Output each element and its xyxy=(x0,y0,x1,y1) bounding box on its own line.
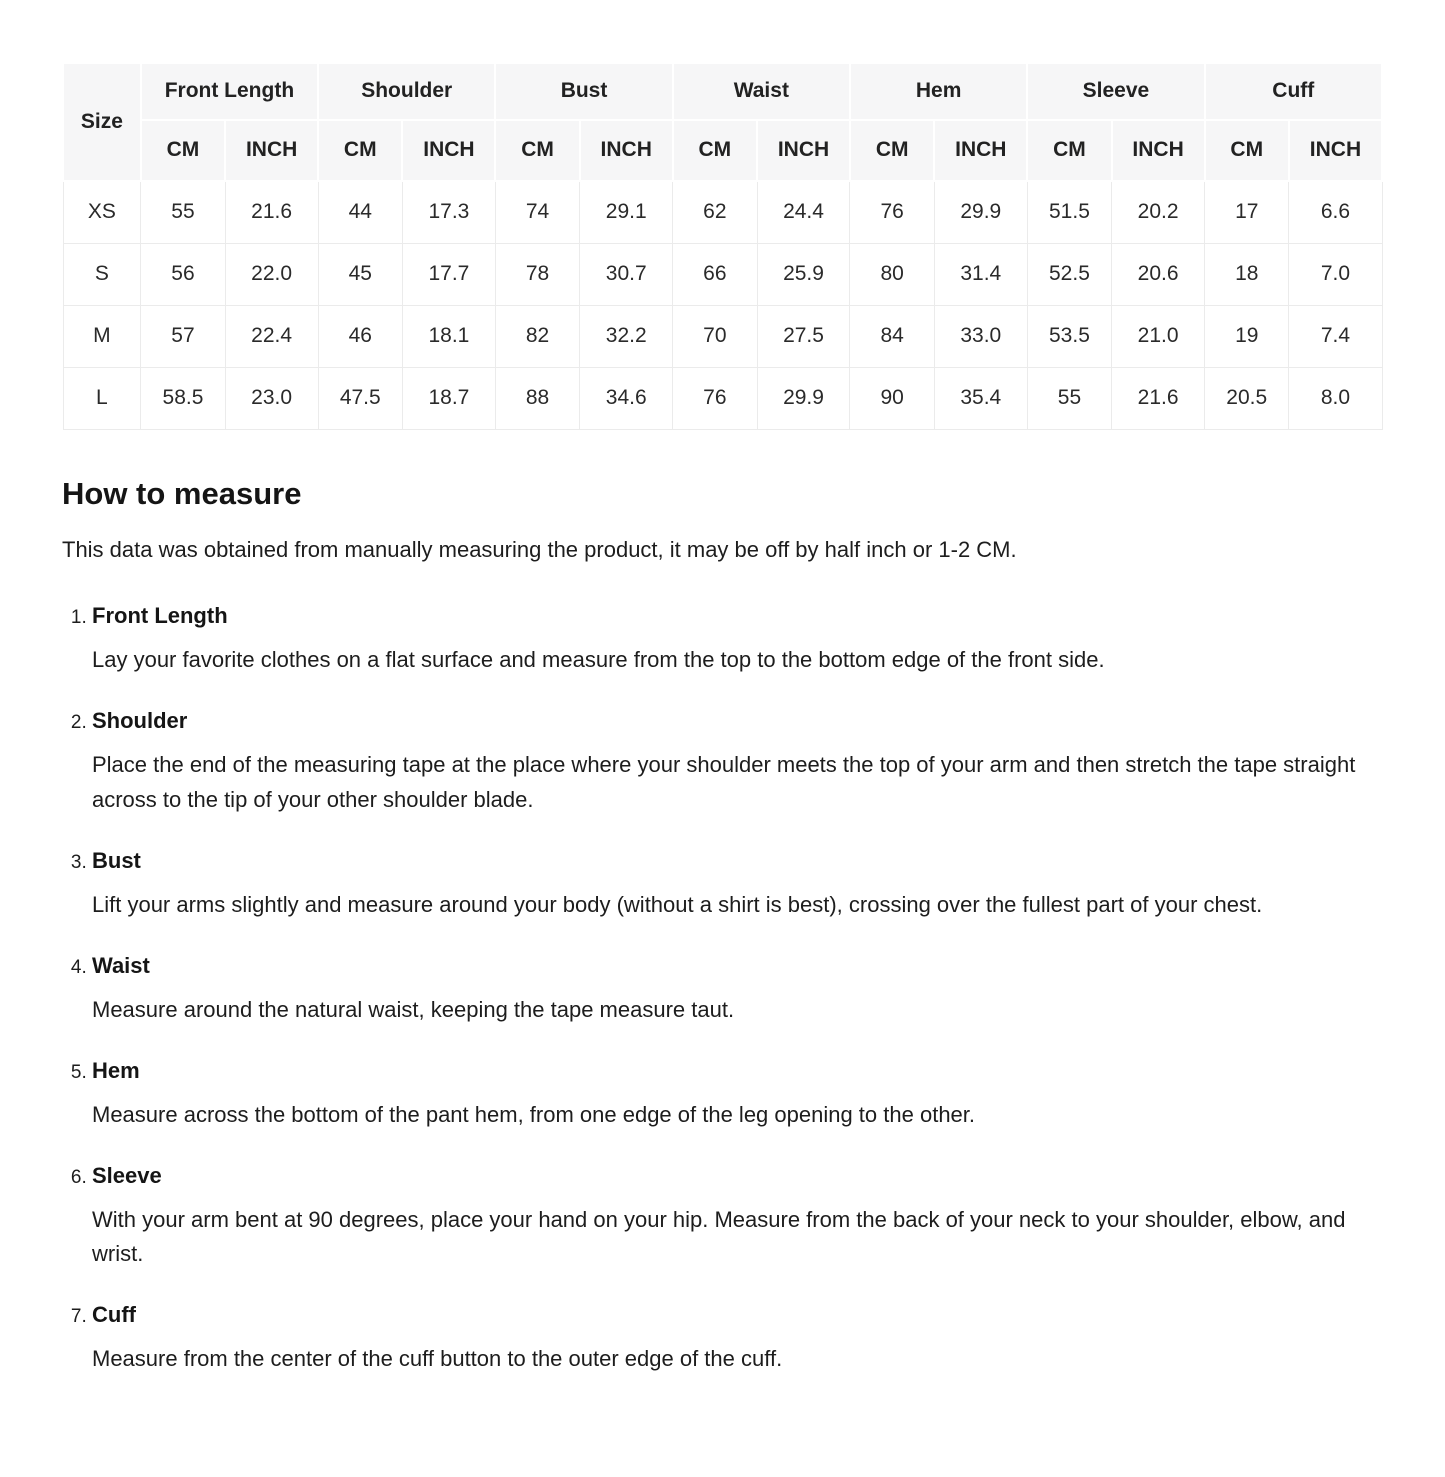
unit-header-front-length-cm: CM xyxy=(141,120,225,181)
measurement-cell: 29.9 xyxy=(757,367,850,429)
measure-step-hem xyxy=(92,1058,1383,1132)
unit-header-waist-cm: CM xyxy=(673,120,757,181)
measurement-cell: 44 xyxy=(318,181,402,243)
measurement-cell: 55 xyxy=(1027,367,1111,429)
unit-header-bust-inch: INCH xyxy=(580,120,673,181)
column-header-shoulder: Shoulder xyxy=(318,63,495,120)
measurement-cell: 21.6 xyxy=(225,181,318,243)
measurement-cell: 18.7 xyxy=(402,367,495,429)
measurement-cell: 74 xyxy=(495,181,579,243)
measurement-cell: 7.4 xyxy=(1289,305,1382,367)
measurement-cell: 57 xyxy=(141,305,225,367)
measurement-cell: 18 xyxy=(1205,243,1289,305)
measurement-cell: 66 xyxy=(673,243,757,305)
measurement-cell: 62 xyxy=(673,181,757,243)
step-description: Lift your arms slightly and measure around your body (without a shirt is best), crossing over the fullest part of your chest. xyxy=(92,891,1263,917)
header-unit-row xyxy=(63,120,1382,181)
measurement-cell: 35.4 xyxy=(934,367,1027,429)
measurement-cell: 22.4 xyxy=(225,305,318,367)
measurement-cell: 84 xyxy=(850,305,934,367)
measurement-cell: 29.1 xyxy=(580,181,673,243)
measurement-cell: 29.9 xyxy=(934,181,1027,243)
measurement-cell: 70 xyxy=(673,305,757,367)
table-row-l xyxy=(63,367,1382,429)
unit-header-cuff-inch: INCH xyxy=(1289,120,1382,181)
size-cell: L xyxy=(63,367,141,429)
measurement-cell: 32.2 xyxy=(580,305,673,367)
unit-header-hem-inch: INCH xyxy=(934,120,1027,181)
step-term: Waist xyxy=(92,952,150,978)
measurement-cell: 51.5 xyxy=(1027,181,1111,243)
measurement-cell: 19 xyxy=(1205,305,1289,367)
measurement-cell: 6.6 xyxy=(1289,181,1382,243)
unit-header-sleeve-inch: INCH xyxy=(1112,120,1205,181)
column-header-sleeve: Sleeve xyxy=(1027,63,1204,120)
measure-steps-list xyxy=(62,603,1383,1376)
measure-step-cuff xyxy=(92,1302,1383,1376)
measurement-cell: 22.0 xyxy=(225,243,318,305)
measurement-cell: 17.3 xyxy=(402,181,495,243)
measurement-cell: 47.5 xyxy=(318,367,402,429)
size-chart-table xyxy=(62,62,1383,430)
measurement-cell: 27.5 xyxy=(757,305,850,367)
measure-step-bust xyxy=(92,848,1383,922)
measurement-cell: 90 xyxy=(850,367,934,429)
size-cell: M xyxy=(63,305,141,367)
step-description: Measure across the bottom of the pant hem, from one edge of the leg opening to the other. xyxy=(92,1101,976,1127)
measurement-cell: 21.6 xyxy=(1112,367,1205,429)
step-term: Shoulder xyxy=(92,708,188,734)
measurement-cell: 56 xyxy=(141,243,225,305)
step-description: Lay your favorite clothes on a flat surface and measure from the top to the bottom edge of the front side. xyxy=(92,647,1105,673)
step-term: Bust xyxy=(92,847,141,873)
measurement-cell: 18.1 xyxy=(402,305,495,367)
step-description: With your arm bent at 90 degrees, place your hand on your hip. Measure from the back of your neck to your shoulder, elbow, and wrist. xyxy=(92,1206,1346,1267)
measurement-cell: 55 xyxy=(141,181,225,243)
step-term: Cuff xyxy=(92,1302,136,1328)
measurement-cell: 20.6 xyxy=(1112,243,1205,305)
unit-header-bust-cm: CM xyxy=(495,120,579,181)
measurement-cell: 30.7 xyxy=(580,243,673,305)
column-header-size: Size xyxy=(63,63,141,181)
measure-step-front-length xyxy=(92,603,1383,677)
unit-header-cuff-cm: CM xyxy=(1205,120,1289,181)
measurement-cell: 17.7 xyxy=(402,243,495,305)
unit-header-sleeve-cm: CM xyxy=(1027,120,1111,181)
measurement-cell: 24.4 xyxy=(757,181,850,243)
measurement-cell: 52.5 xyxy=(1027,243,1111,305)
unit-header-shoulder-inch: INCH xyxy=(402,120,495,181)
unit-header-front-length-inch: INCH xyxy=(225,120,318,181)
measurement-cell: 33.0 xyxy=(934,305,1027,367)
step-term: Hem xyxy=(92,1057,140,1083)
measurement-cell: 58.5 xyxy=(141,367,225,429)
measurement-cell: 25.9 xyxy=(757,243,850,305)
step-term: Front Length xyxy=(92,603,228,629)
size-chart-body xyxy=(63,181,1382,429)
table-row-s xyxy=(63,243,1382,305)
size-cell: S xyxy=(63,243,141,305)
measurement-cell: 8.0 xyxy=(1289,367,1382,429)
measurement-cell: 20.5 xyxy=(1205,367,1289,429)
how-to-measure-intro: This data was obtained from manually measuring the product, it may be off by half inch or 1-2 CM. xyxy=(62,536,1017,562)
measurement-cell: 45 xyxy=(318,243,402,305)
measurement-cell: 23.0 xyxy=(225,367,318,429)
column-header-hem: Hem xyxy=(850,63,1027,120)
measurement-cell: 20.2 xyxy=(1112,181,1205,243)
column-header-bust: Bust xyxy=(495,63,672,120)
measurement-cell: 78 xyxy=(495,243,579,305)
measurement-cell: 76 xyxy=(850,181,934,243)
column-header-waist: Waist xyxy=(673,63,850,120)
measurement-cell: 88 xyxy=(495,367,579,429)
measure-step-sleeve xyxy=(92,1163,1383,1271)
header-group-row xyxy=(63,63,1382,120)
measurement-cell: 21.0 xyxy=(1112,305,1205,367)
measurement-cell: 80 xyxy=(850,243,934,305)
measurement-cell: 31.4 xyxy=(934,243,1027,305)
measurement-cell: 7.0 xyxy=(1289,243,1382,305)
measure-step-waist xyxy=(92,953,1383,1027)
column-header-cuff: Cuff xyxy=(1205,63,1382,120)
measurement-cell: 76 xyxy=(673,367,757,429)
how-to-measure-title: How to measure xyxy=(62,475,302,511)
measurement-cell: 46 xyxy=(318,305,402,367)
step-description: Measure from the center of the cuff button to the outer edge of the cuff. xyxy=(92,1346,783,1372)
measurement-cell: 53.5 xyxy=(1027,305,1111,367)
size-chart-header xyxy=(63,63,1382,181)
step-term: Sleeve xyxy=(92,1162,162,1188)
measure-step-shoulder xyxy=(92,708,1383,816)
step-description: Place the end of the measuring tape at the place where your shoulder meets the top of your arm and then stretch the tape straight across to the tip of your other shoulder blade. xyxy=(92,752,1356,812)
size-cell: XS xyxy=(63,181,141,243)
unit-header-shoulder-cm: CM xyxy=(318,120,402,181)
step-description: Measure around the natural waist, keeping the tape measure taut. xyxy=(92,996,735,1022)
unit-header-waist-inch: INCH xyxy=(757,120,850,181)
measurement-cell: 82 xyxy=(495,305,579,367)
measurement-cell: 34.6 xyxy=(580,367,673,429)
table-row-xs xyxy=(63,181,1382,243)
unit-header-hem-cm: CM xyxy=(850,120,934,181)
table-row-m xyxy=(63,305,1382,367)
column-header-front-length: Front Length xyxy=(141,63,318,120)
measurement-cell: 17 xyxy=(1205,181,1289,243)
